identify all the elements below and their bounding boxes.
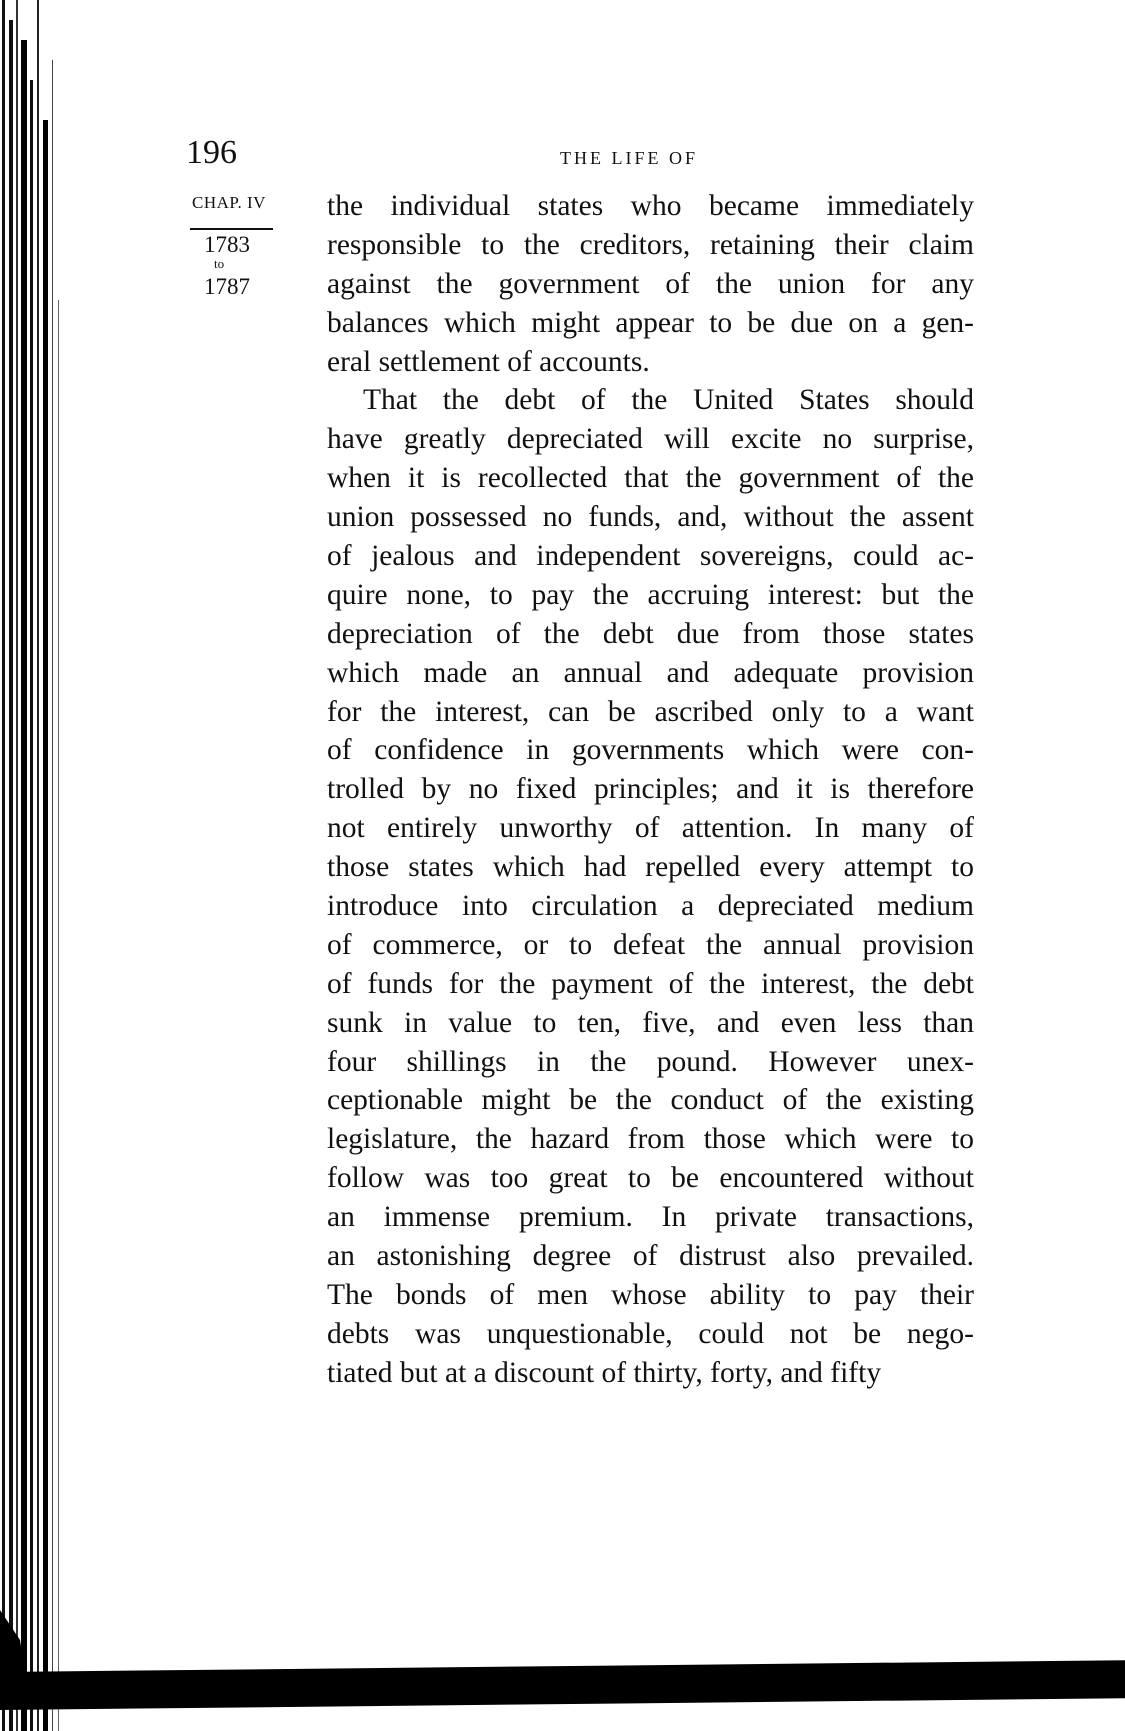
text-line: union possessed no funds, and, without the assent [327,501,974,534]
text-line: introduce into circulation a depreciated medium [327,890,974,923]
running-head: THE LIFE OF [560,148,698,168]
year-start: 1783 [204,232,250,257]
text-line: not entirely unworthy of attention. In many of [327,812,974,845]
text-line: debts was unquestionable, could not be nego- [327,1317,974,1350]
text-line: depreciation of the debt due from those states [327,617,974,650]
chapter-label: CHAP. IV [192,193,266,212]
text-line: against the government of the union for any [327,267,974,300]
text-line: the individual states who became immediately [327,190,974,222]
text-line: sunk in value to ten, five, and even less than [327,1006,974,1039]
text-line: ceptionable might be the conduct of the existing [327,1084,974,1117]
text-line: for the interest, can be ascribed only to a want [327,695,974,728]
text-line: have greatly depreciated will excite no surprise, [327,423,974,456]
year-end: 1787 [204,274,250,299]
margin-rule [190,228,273,230]
text-line: trolled by no fixed principles; and it is therefore [327,773,974,806]
text-line: of funds for the payment of the interest, the debt [327,967,974,1000]
text-line: an immense premium. In private transactions, [327,1201,974,1234]
year-to: to [214,256,225,271]
text-line: The bonds of men whose ability to pay their [327,1278,974,1311]
text-line: of jealous and independent sovereigns, could ac- [327,540,974,573]
text-line: tiated but at a discount of thirty, forty, and fifty [327,1356,882,1389]
text-line: an astonishing degree of distrust also prevailed. [327,1240,974,1273]
text-line: eral settlement of accounts. [327,345,650,378]
text-line: quire none, to pay the accruing interest: but the [327,578,974,611]
page-number: 196 [186,134,237,171]
text-line: That the debt of the United States should [363,384,974,417]
text-line: balances which might appear to be due on a gen- [327,306,974,339]
text-line: follow was too great to be encountered without [327,1162,974,1195]
text-line: of commerce, or to defeat the annual provision [327,928,974,961]
text-line: four shillings in the pound. However unex- [327,1045,974,1078]
text-line: responsible to the creditors, retaining their claim [327,228,974,261]
text-line: when it is recollected that the government of the [327,462,974,495]
text-line: those states which had repelled every attempt to [327,851,974,884]
text-line: which made an annual and adequate provision [327,656,974,689]
body-text [327,187,974,1393]
book-binding-edge [0,0,62,1731]
text-line: of confidence in governments which were con- [327,734,974,767]
scan-bottom-edge [0,1660,1125,1710]
text-line: legislature, the hazard from those which were to [327,1123,974,1156]
